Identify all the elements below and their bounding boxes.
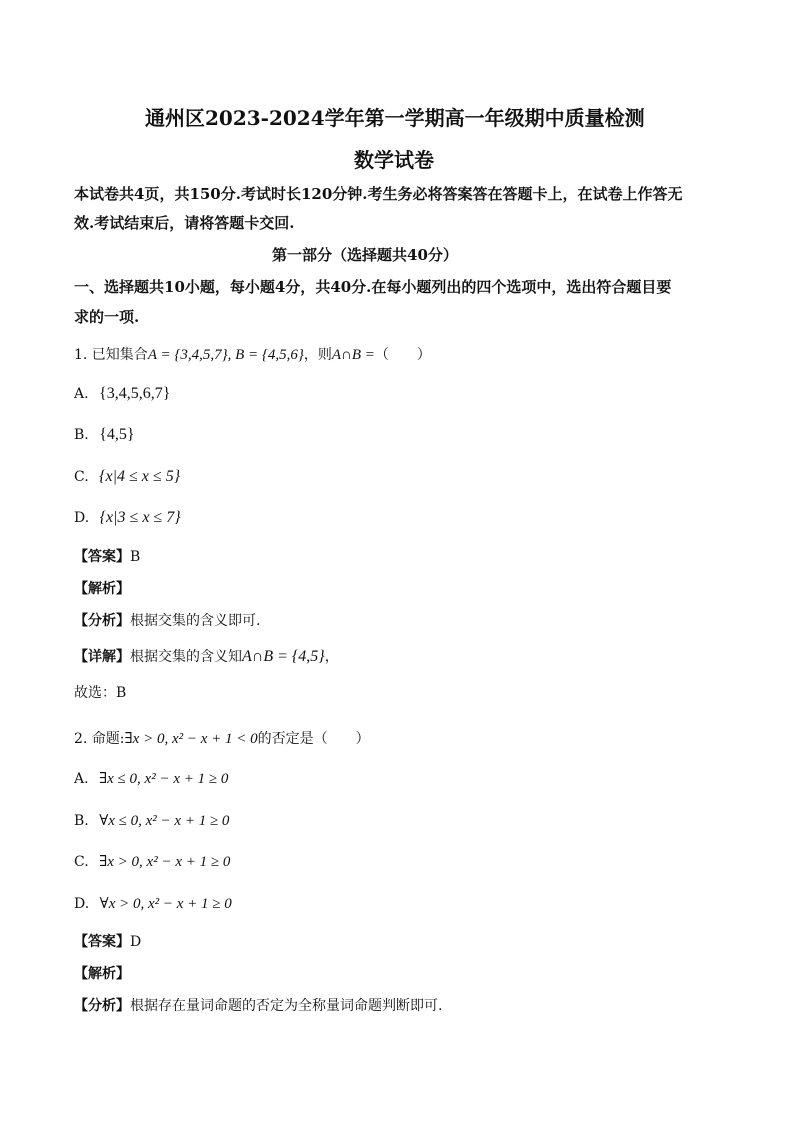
option-text: {x|4 ≤ x ≤ 5}: [99, 468, 181, 485]
q1-option-c: [74, 468, 180, 486]
fenxi-tag: 【分析】: [74, 998, 130, 1014]
q2-answer: [74, 931, 141, 951]
question-1-prefix: 1. 已知集合: [74, 347, 148, 363]
q1-fenxi: [74, 610, 260, 630]
q1-xiangjie: [74, 646, 339, 666]
instructions-line-1: 本试卷共4页，共150分.考试时长120分钟.考生务必将答案答在答题卡上，在试卷上作答无: [74, 185, 683, 203]
question-2-suffix: 的否定是（ ）: [257, 731, 370, 747]
q2-option-d: [74, 894, 232, 913]
q2-fenxi: [74, 995, 442, 1015]
question-1-mid: ，则: [303, 347, 332, 363]
xiangjie-text: 根据交集的含义知: [130, 649, 242, 665]
question-2-prefix: 2. 命题:: [74, 731, 125, 747]
option-text: ∃x ≤ 0, x² − x + 1 ≥ 0: [99, 771, 229, 787]
instructions-line-2: 效.考试结束后，请将答题卡交回.: [74, 214, 295, 232]
q2-option-c: [74, 852, 230, 871]
option-label: B.: [74, 427, 89, 443]
option-label: B.: [74, 813, 89, 829]
answer-tag: 【答案】: [74, 934, 130, 950]
q1-option-b: [74, 426, 135, 444]
answer-tag: 【答案】: [74, 549, 130, 565]
option-text: {4,5}: [99, 426, 135, 443]
fenxi-tag: 【分析】: [74, 613, 130, 629]
section-instructions-line-2: 求的一项.: [74, 308, 140, 326]
option-label: A.: [74, 771, 89, 787]
question-2-proposition: ∃x > 0, x² − x + 1 < 0: [124, 731, 258, 747]
question-1-sets: A = {3,4,5,7}, B = {4,5,6}: [147, 347, 304, 363]
option-text: ∀x ≤ 0, x² − x + 1 ≥ 0: [99, 813, 230, 829]
option-text: {3,4,5,6,7}: [99, 385, 171, 402]
q2-option-a: [74, 769, 228, 788]
option-label: C.: [74, 854, 89, 870]
answer-value: B: [130, 549, 141, 565]
section-instructions-line-1: 一、选择题共10小题，每小题4分，共40分.在每小题列出的四个选项中，选出符合题目要: [74, 278, 672, 296]
question-1-intersection: A∩B =: [331, 347, 375, 363]
page-title: 通州区2023-2024学年第一学期高一年级期中质量检测: [145, 106, 645, 130]
option-label: C.: [74, 469, 89, 485]
q1-answer: [74, 546, 140, 566]
answer-value: D: [130, 934, 142, 950]
option-label: A.: [74, 386, 89, 402]
xiangjie-end: ，: [324, 649, 339, 665]
option-text: ∃x > 0, x² − x + 1 ≥ 0: [99, 854, 231, 870]
xiangjie-math: A∩B = {4,5}: [242, 648, 325, 665]
q1-analysis-tag: 【解析】: [74, 581, 130, 597]
page-subtitle: 数学试卷: [354, 148, 434, 172]
q1-option-d: [74, 509, 181, 527]
q2-option-b: [74, 811, 229, 830]
q1-choice: 故选：B: [74, 685, 127, 701]
option-label: D.: [74, 510, 90, 526]
fenxi-text: 根据存在量词命题的否定为全称量词命题判断即可.: [130, 998, 443, 1014]
question-2-stem: [74, 728, 370, 748]
option-text: ∀x > 0, x² − x + 1 ≥ 0: [99, 896, 232, 912]
q1-option-a: [74, 385, 170, 403]
option-text: {x|3 ≤ x ≤ 7}: [99, 509, 181, 526]
xiangjie-tag: 【详解】: [74, 649, 130, 665]
part-heading: 第一部分（选择题共40分）: [272, 246, 458, 264]
q2-analysis-tag: 【解析】: [74, 966, 130, 982]
fenxi-text: 根据交集的含义即可.: [130, 613, 261, 629]
question-1-stem: [74, 344, 431, 364]
question-1-paren: （ ）: [374, 347, 431, 363]
option-label: D.: [74, 896, 90, 912]
